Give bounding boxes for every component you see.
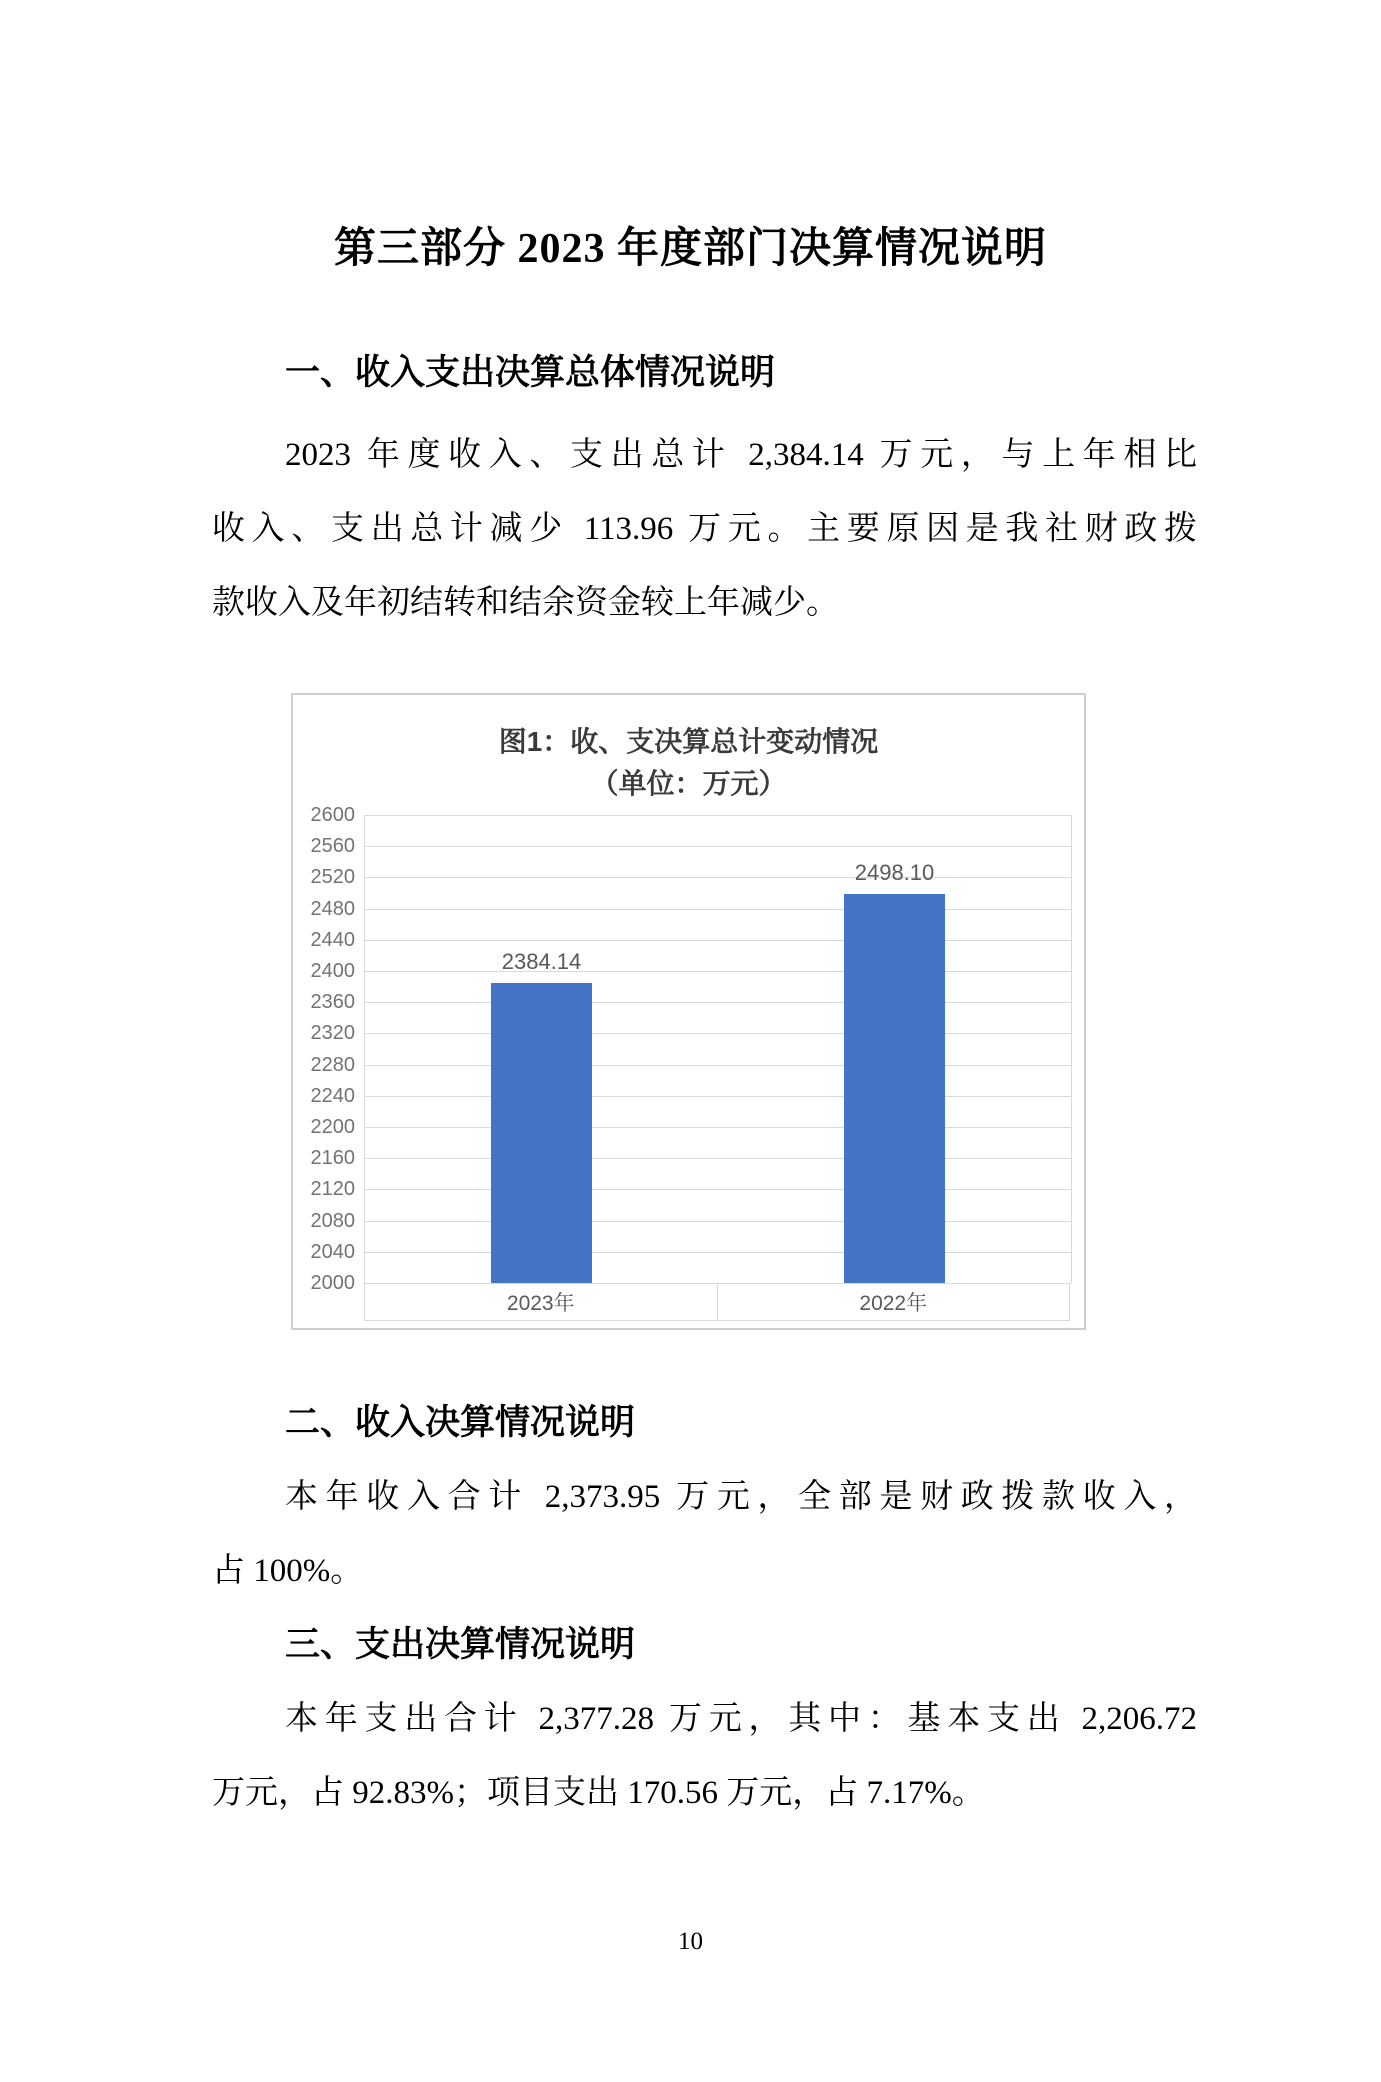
chart [291, 693, 1086, 1330]
gridline [365, 940, 1071, 941]
gridline [365, 909, 1071, 910]
gridline [365, 1158, 1071, 1159]
x-axis-category-label: 2023年 [365, 1284, 718, 1320]
y-axis-tick-label: 2160 [310, 1147, 355, 1170]
y-axis-tick-label: 2400 [310, 960, 355, 982]
gridline [365, 1065, 1071, 1066]
gridline [365, 1127, 1071, 1128]
y-axis-tick-label: 2040 [310, 1240, 355, 1263]
gridline [365, 1096, 1071, 1097]
y-axis-tick-label: 2080 [310, 1209, 355, 1232]
page-title: 第三部分 2023 年度部门决算情况说明 [333, 226, 1047, 272]
y-axis-tick-label: 2240 [310, 1084, 355, 1107]
bar-2022年 [844, 894, 945, 1283]
bar-value-label: 2384.14 [501, 949, 582, 975]
gridline [365, 1002, 1071, 1003]
section-2-paragraph [212, 1460, 1197, 1608]
gridline [365, 815, 1071, 816]
paragraph-line: 款收入及年初结转和结余资金较上年减少。 [212, 585, 839, 621]
gridline [365, 846, 1071, 847]
chart-title: 图1：收、支决算总计变动情况 [498, 726, 879, 757]
y-axis-tick-label: 2120 [310, 1178, 355, 1201]
section-1-paragraph [212, 418, 1197, 640]
section-3-heading: 三、支出决算情况说明 [285, 1625, 636, 1664]
y-axis-tick-label: 2360 [310, 991, 355, 1014]
bar-value-label: 2498.10 [854, 860, 935, 886]
y-axis-tick-label: 2520 [310, 866, 355, 889]
chart-x-axis [364, 1283, 1070, 1321]
paragraph-line: 收入、支出总计减少 113.96 万元。主要原因是我社财政拨 [212, 511, 1197, 547]
y-axis-tick-label: 2480 [310, 897, 355, 920]
section-2-heading: 二、收入决算情况说明 [285, 1403, 636, 1442]
section-1-heading: 一、收入支出决算总体情况说明 [285, 353, 776, 392]
gridline [365, 1252, 1071, 1253]
gridline [365, 1221, 1071, 1222]
chart-plot [364, 815, 1072, 1283]
paragraph-line: 万元，占 92.83%；项目支出 170.56 万元，占 7.17%。 [212, 1775, 985, 1811]
y-axis-tick-label: 2280 [310, 1053, 355, 1076]
paragraph-line: 占 100%。 [212, 1553, 364, 1589]
page-number: 10 [678, 1928, 703, 1955]
paragraph-line: 2023 年度收入、支出总计 2,384.14 万元，与上年相比 [285, 437, 1197, 473]
y-axis-tick-label: 2560 [310, 835, 355, 858]
y-axis-tick-label: 2000 [310, 1272, 355, 1294]
bar-2023年 [491, 983, 592, 1283]
y-axis-tick-label: 2600 [310, 804, 355, 826]
paragraph-line: 本年收入合计 2,373.95 万元，全部是财政拨款收入， [285, 1479, 1197, 1515]
paragraph-line: 本年支出合计 2,377.28 万元，其中：基本支出 2,206.72 [285, 1701, 1197, 1737]
y-axis-tick-label: 2200 [310, 1116, 355, 1138]
y-axis-tick-label: 2320 [310, 1022, 355, 1045]
section-3-paragraph [212, 1682, 1197, 1830]
gridline [365, 1033, 1071, 1034]
gridline [365, 1189, 1071, 1190]
y-axis-tick-label: 2440 [310, 928, 355, 951]
chart-subtitle: （单位：万元） [590, 768, 787, 799]
x-axis-category-label: 2022年 [859, 1292, 928, 1315]
